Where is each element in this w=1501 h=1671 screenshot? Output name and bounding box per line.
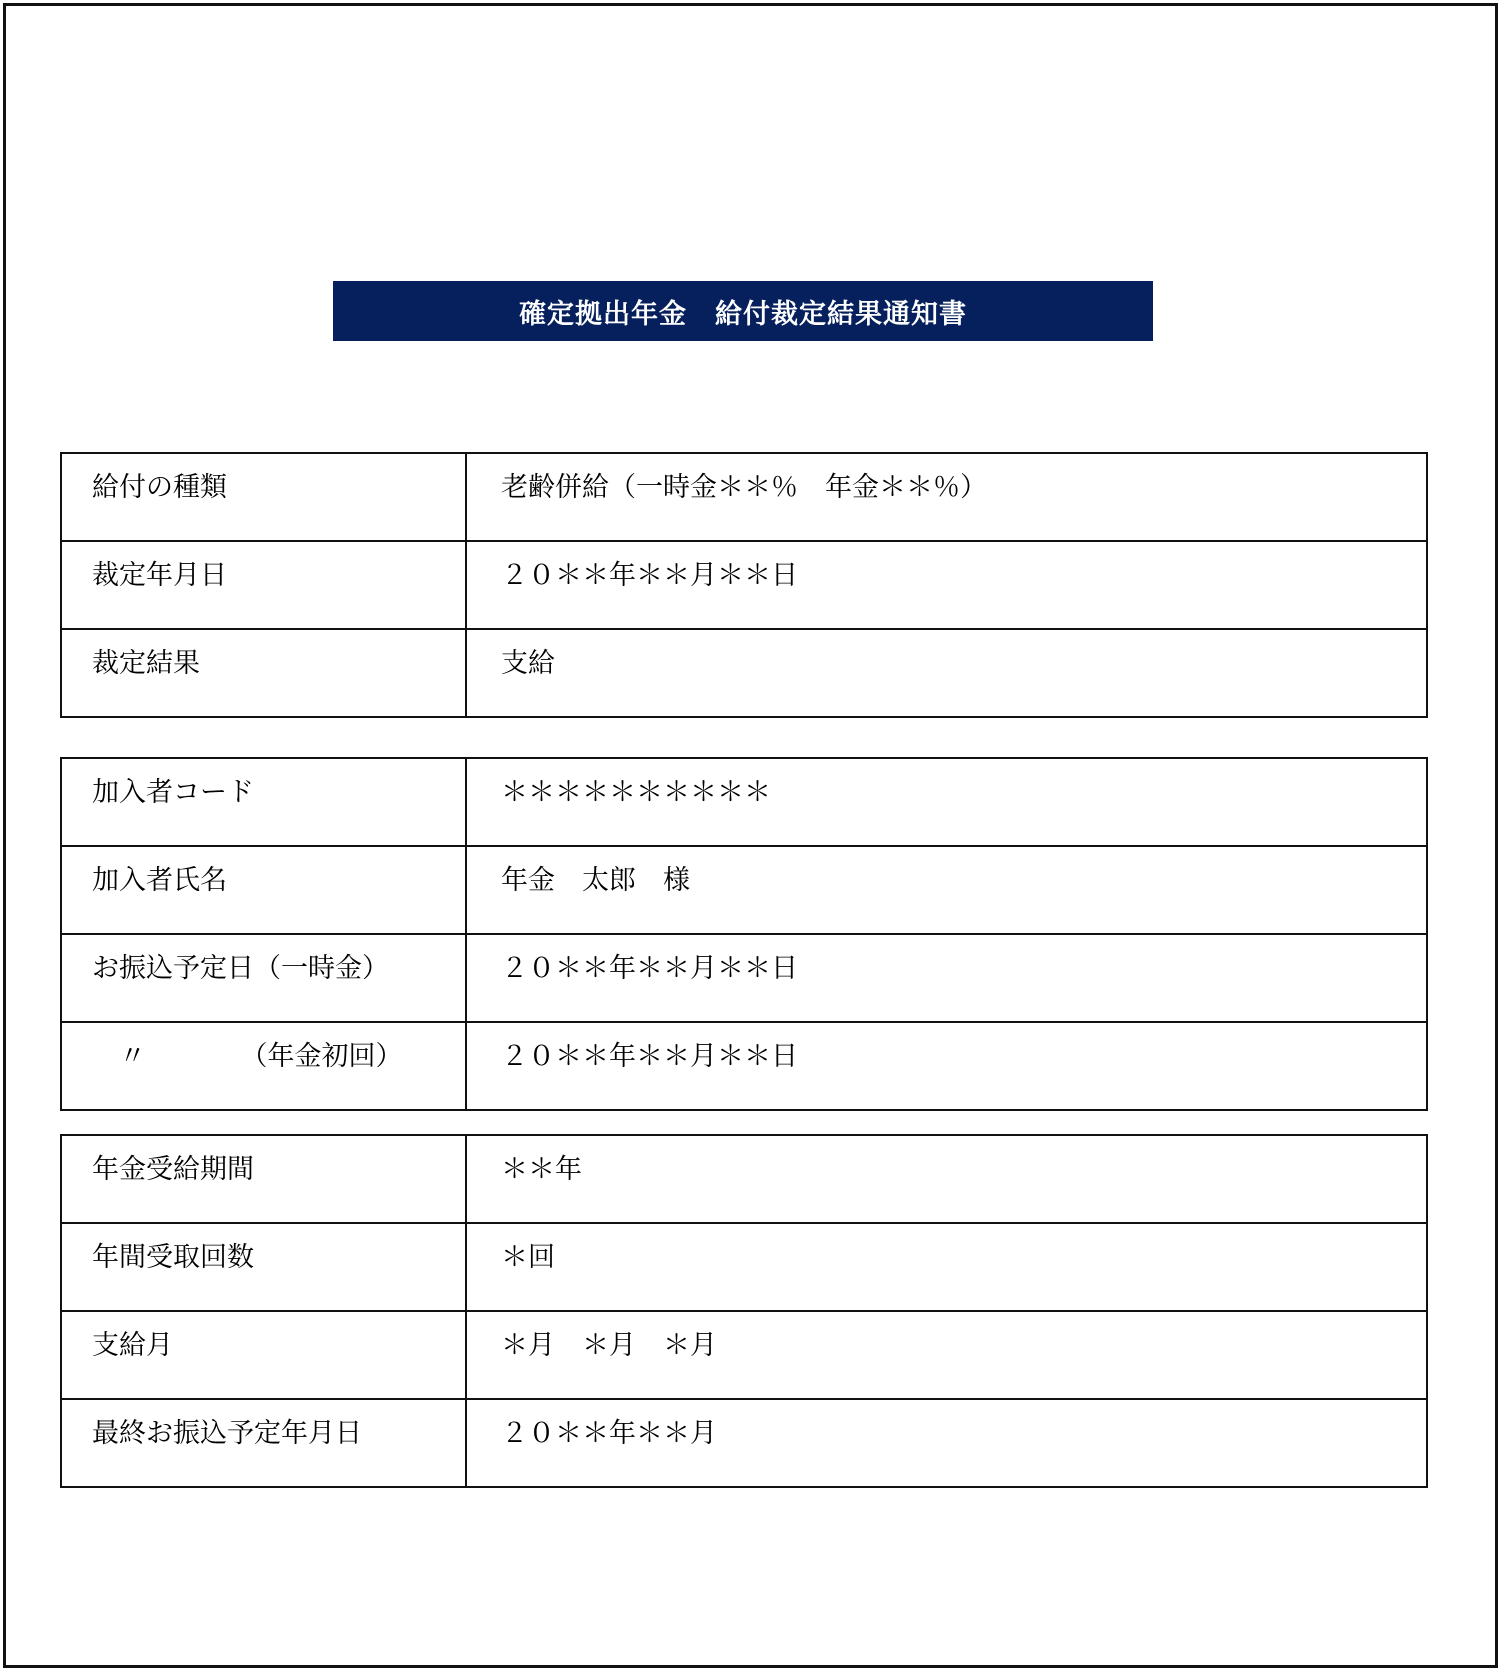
table-row	[61, 1022, 1427, 1110]
row-label-cell	[61, 758, 466, 846]
row-label-cell	[61, 1223, 466, 1311]
row-label-cell	[61, 629, 466, 717]
row-value-cell	[466, 846, 1427, 934]
row-value-cell	[466, 541, 1427, 629]
row-label: お振込予定日（一時金）	[92, 953, 389, 983]
row-label: 支給月	[92, 1330, 173, 1360]
row-label-cell	[61, 1022, 466, 1110]
row-value: ＊月 ＊月 ＊月	[501, 1330, 717, 1360]
table-pension-schedule	[60, 1134, 1428, 1488]
row-value: 年金 太郎 様	[501, 865, 690, 895]
row-label: 給付の種類	[92, 472, 227, 502]
row-label-cell	[61, 453, 466, 541]
table-row	[61, 1311, 1427, 1399]
table-row	[61, 1135, 1427, 1223]
row-value-cell	[466, 758, 1427, 846]
row-value: ＊＊＊＊＊＊＊＊＊＊	[501, 777, 771, 807]
row-label: 最終お振込予定年月日	[92, 1418, 362, 1448]
row-label: 加入者コード	[92, 777, 254, 807]
table-row	[61, 629, 1427, 717]
row-label-cell	[61, 934, 466, 1022]
row-value-cell	[466, 1223, 1427, 1311]
row-label: 裁定年月日	[92, 560, 227, 590]
row-label: 裁定結果	[92, 648, 200, 678]
row-label-cell	[61, 1311, 466, 1399]
row-value-cell	[466, 1399, 1427, 1487]
row-value: ２０＊＊年＊＊月	[501, 1418, 717, 1448]
row-value: ＊回	[501, 1242, 555, 1272]
row-value-cell	[466, 453, 1427, 541]
row-label: 年金受給期間	[92, 1154, 254, 1184]
table-row	[61, 453, 1427, 541]
table-row	[61, 846, 1427, 934]
row-value: ２０＊＊年＊＊月＊＊日	[501, 1041, 798, 1071]
row-value-cell	[466, 629, 1427, 717]
document-title-banner	[333, 281, 1153, 341]
table-row	[61, 1223, 1427, 1311]
row-value: ＊＊年	[501, 1154, 582, 1184]
table-benefit-decision	[60, 452, 1428, 718]
row-value: 支給	[501, 648, 555, 678]
table-row	[61, 1399, 1427, 1487]
row-label: 〃 （年金初回）	[92, 1041, 403, 1071]
row-label-cell	[61, 846, 466, 934]
row-label: 加入者氏名	[92, 865, 227, 895]
table-row	[61, 934, 1427, 1022]
row-value: 老齢併給（一時金＊＊％ 年金＊＊％）	[501, 472, 987, 502]
row-label-cell	[61, 1399, 466, 1487]
row-value-cell	[466, 934, 1427, 1022]
page-title: 確定拠出年金 給付裁定結果通知書	[519, 298, 967, 329]
row-label: 年間受取回数	[92, 1242, 254, 1272]
row-value-cell	[466, 1022, 1427, 1110]
table-member-payment	[60, 757, 1428, 1111]
row-label-cell	[61, 541, 466, 629]
table-row	[61, 541, 1427, 629]
table-row	[61, 758, 1427, 846]
row-value: ２０＊＊年＊＊月＊＊日	[501, 953, 798, 983]
row-value: ２０＊＊年＊＊月＊＊日	[501, 560, 798, 590]
row-value-cell	[466, 1135, 1427, 1223]
row-value-cell	[466, 1311, 1427, 1399]
row-label-cell	[61, 1135, 466, 1223]
